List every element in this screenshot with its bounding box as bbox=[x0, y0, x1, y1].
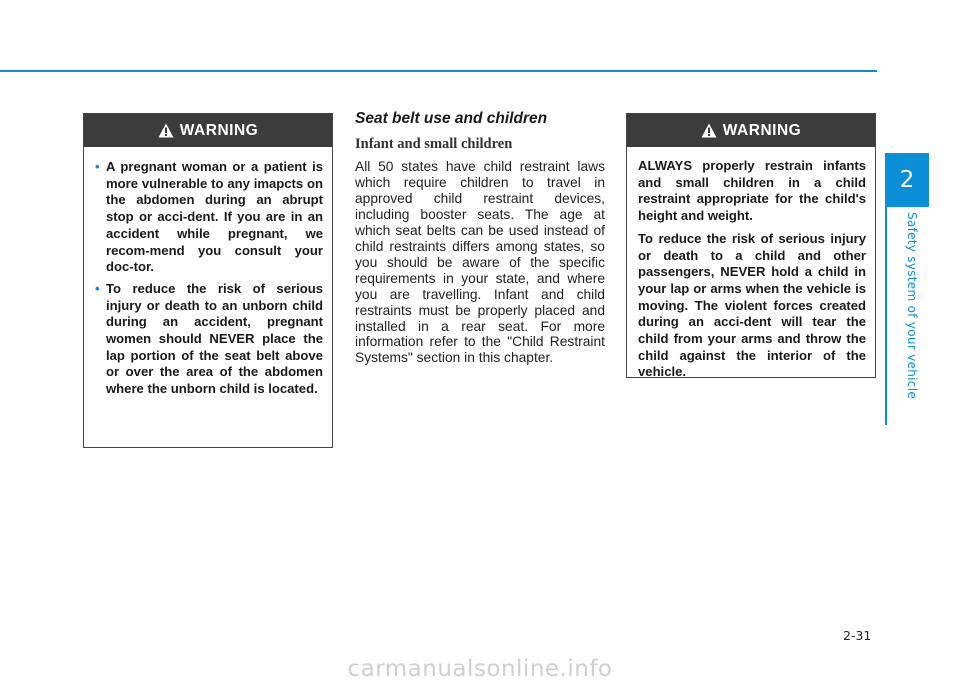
chapter-title: Safety system of your vehicle bbox=[905, 212, 919, 400]
warning-box-left bbox=[83, 113, 333, 448]
warning-triangle-icon bbox=[701, 123, 717, 138]
header-rule bbox=[0, 70, 877, 72]
chapter-number: 2 bbox=[899, 167, 915, 193]
warning-header bbox=[84, 114, 332, 147]
page-number: 2-31 bbox=[843, 628, 872, 643]
warning-item: • A pregnant woman or a patient is more vulnerable to any imapcts on the abdomen during an abrupt stop or acci-dent. If you are in an accident while pregnant, we recom-mend you consult your doc-tor. bbox=[95, 159, 323, 275]
section-title: Seat belt use and children bbox=[355, 110, 548, 127]
warning-paragraph: To reduce the risk of serious injury or death to a child and other passengers, NEVER hold a child in your lap or arms when the vehicle is moving. The violent forces created during an acci-dent will tear the child from your arms and throw the child against the interior of the vehicle. bbox=[638, 230, 866, 380]
warning-item: • To reduce the risk of serious injury or death to an unborn child during an accident, pregnant women should NEVER place the lap portion of the seat belt above or over the area of the abdomen where the unborn child is located. bbox=[95, 280, 323, 397]
chapter-tab bbox=[885, 153, 929, 207]
warning-paragraph: ALWAYS properly restrain infants and small children in a child restraint appropriate for the child's height and weight. bbox=[638, 158, 866, 224]
warning-header bbox=[627, 114, 875, 147]
main-column bbox=[355, 110, 605, 366]
warning-label: WARNING bbox=[722, 121, 802, 139]
warning-box-right bbox=[626, 113, 876, 378]
watermark: carmanualsonline.info bbox=[347, 656, 613, 682]
subsection-title: Infant and small children bbox=[355, 136, 513, 152]
warning-label: WARNING bbox=[179, 121, 259, 139]
body-paragraph: All 50 states have child restraint laws which require children to travel in approved child restraint devices, including booster seats. The age at which seat belts can be used instead of child restraints differs among states, so you should be aware of the specific requirements in your state, and where you are travelling. Infant and child restraints must be properly placed and installed in a rear seat. For more information refer to the "Child Restraint Systems" section in this chapter. bbox=[355, 159, 605, 366]
warning-triangle-icon bbox=[158, 123, 174, 138]
